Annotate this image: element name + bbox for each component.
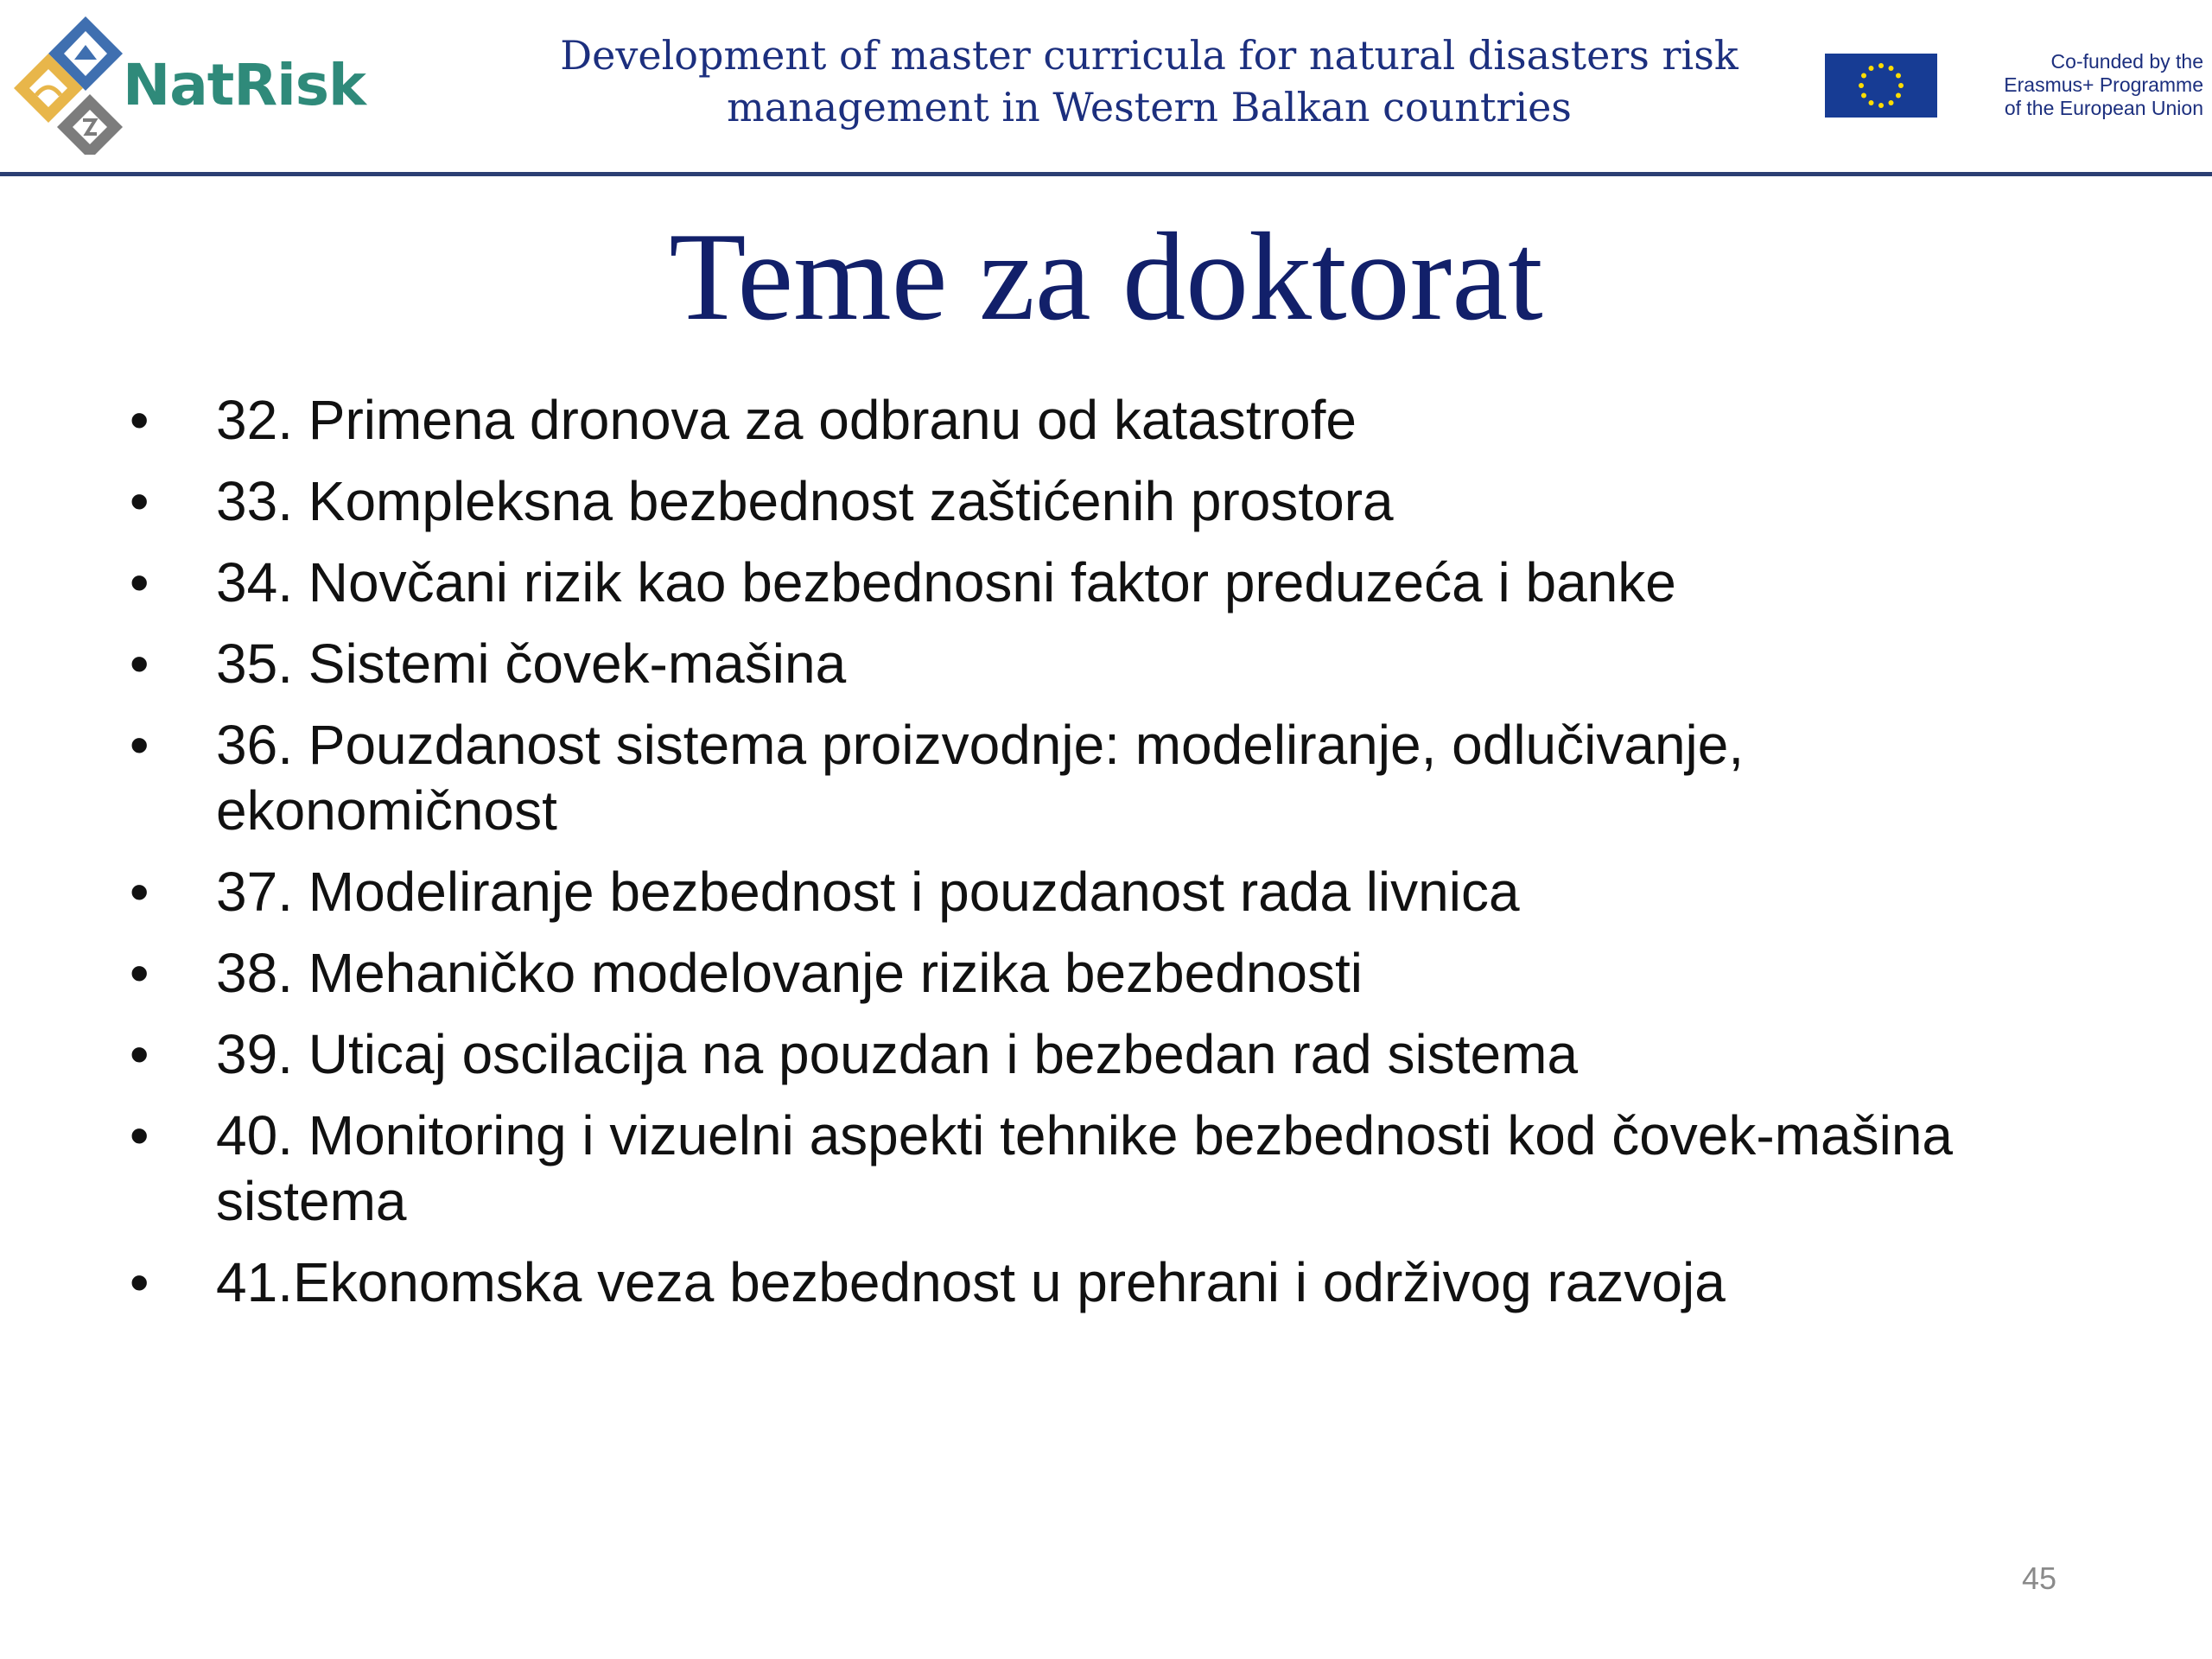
bullet: • <box>130 714 149 776</box>
list-item <box>130 1103 2065 1234</box>
topic-text: 38. Mehaničko modelovanje rizika bezbednosti <box>216 942 1363 1004</box>
bullet: • <box>130 861 149 923</box>
list-item <box>130 387 2065 453</box>
topic-text: 37. Modeliranje bezbednost i pouzdanost rada livnica <box>216 861 1520 923</box>
bullet: • <box>130 389 149 451</box>
logo-text: NatRisk <box>123 52 365 118</box>
page-number: 45 <box>2022 1560 2057 1596</box>
header-divider <box>0 172 2212 176</box>
list-item <box>130 859 2065 925</box>
bullet: • <box>130 632 149 695</box>
project-title-line-1: Development of master curricula for natural disasters risk <box>560 32 1738 79</box>
eu-cofunding-text <box>2004 50 2203 120</box>
topic-text: 34. Novčani rizik kao bezbednosni faktor preduzeća i banke <box>216 551 1676 613</box>
bullet: • <box>130 551 149 613</box>
topic-list <box>130 387 2065 1331</box>
eu-flag-icon <box>1825 54 1937 118</box>
bullet: • <box>130 942 149 1004</box>
topic-text: 36. Pouzdanost sistema proizvodnje: modeliranje, odlučivanje, ekonomičnost <box>216 714 1745 842</box>
project-title-line-2: management in Western Balkan countries <box>727 84 1572 130</box>
bullet: • <box>130 1023 149 1085</box>
list-item <box>130 1249 2065 1315</box>
eu-cofunding-block <box>1825 50 2205 128</box>
natrisk-logo <box>12 12 365 155</box>
list-item <box>130 550 2065 615</box>
topic-text: 35. Sistemi čovek-mašina <box>216 632 847 695</box>
bullet: • <box>130 470 149 532</box>
bullet: • <box>130 1251 149 1313</box>
list-item <box>130 940 2065 1006</box>
eu-text-line-3: of the European Union <box>2004 97 2203 119</box>
eu-text-line-1: Co-funded by the <box>2050 50 2203 73</box>
eu-text-line-2: Erasmus+ Programme <box>2004 73 2203 96</box>
list-item <box>130 631 2065 696</box>
slide-header <box>0 0 2212 173</box>
topic-text: 32. Primena dronova za odbranu od katastrofe <box>216 389 1357 451</box>
list-item <box>130 1021 2065 1087</box>
list-item <box>130 468 2065 534</box>
topic-text: 41.Ekonomska veza bezbednost u prehrani i održivog razvoja <box>216 1251 1726 1313</box>
project-title <box>553 29 1745 133</box>
list-item <box>130 712 2065 843</box>
bullet: • <box>130 1104 149 1166</box>
topic-text: 40. Monitoring i vizuelni aspekti tehnike bezbednosti kod čovek-mašina sistema <box>216 1104 1953 1232</box>
topic-text: 39. Uticaj oscilacija na pouzdan i bezbedan rad sistema <box>216 1023 1579 1085</box>
slide-title: Teme za doktorat <box>669 207 1543 346</box>
topic-text: 33. Kompleksna bezbednost zaštićenih prostora <box>216 470 1394 532</box>
